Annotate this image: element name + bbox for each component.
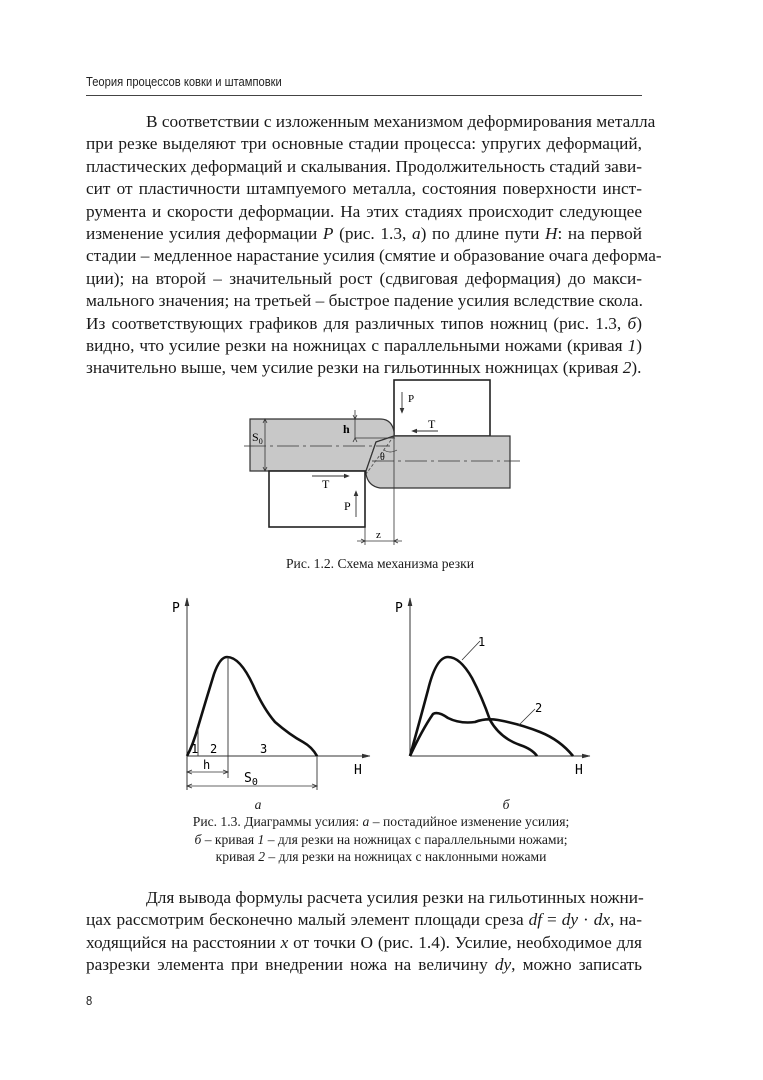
h-dimension-label: h [203,758,211,772]
force-p-bottom-label: P [344,499,351,513]
s0-dimension-label: $S_0$ [244,771,258,788]
text-line [86,223,642,245]
figure-ref-letter: а [411,224,421,244]
symbol-H: H [545,224,558,244]
curve-1-label: 1 [478,635,486,649]
figure-1-3-caption [86,813,676,866]
text-fragment: ). [631,358,642,378]
text-fragment: (рис. 1.3, [333,224,412,244]
s0-label: $S_0$ [252,430,263,446]
symbol-dy: dy [494,955,512,975]
text-fragment: видно, что усилие резки на ножницах с параллельными ножами (кривая [86,336,628,356]
paragraph-stages [86,111,662,380]
symbol-x: x [280,932,289,952]
text-line: цах рассмотрим бесконечно малый элемент площади среза df = dy · dx, на- [86,910,642,930]
paragraph-formula-derivation [86,887,642,977]
text-fragment: ) [636,313,642,333]
panel-b-letter: б [502,797,510,812]
cutting-mechanism-diagram [230,370,530,550]
page-number: 8 [86,993,93,1008]
panel-b-label [476,796,536,814]
text-fragment: : на первой [557,224,642,244]
symbol-P: P [322,224,334,244]
curve-2-inclined-knives [410,713,573,756]
x-axis-label: H [354,763,362,778]
force-diagram-a [160,590,380,790]
symbol-dy: dy [561,910,579,930]
curve-ref: 1 [627,336,637,356]
force-curve [187,657,317,756]
text-fragment: значительно выше, чем усилие резки на гильотинных ножницах (кривая [86,358,623,378]
z-label: z [376,529,381,541]
force-t-bottom-label: T [322,477,330,491]
text-line: ции); на второй – значительный рост (сдвиговая деформация) до макси- [86,268,642,288]
force-p-top-label: P [408,393,415,405]
figure-1-2-caption: Рис. 1.2. Схема механизма резки [286,556,474,571]
text-line: В соответствии с изложенным механизмом деформирования металла [146,112,656,131]
text-line: румента и скорости деформации. На этих стадиях происходит следующее [86,201,642,221]
upper-knife [394,380,490,436]
text-fragment: ) по длине пути [420,224,546,244]
symbol-dx: dx [593,910,611,930]
x-axis-label: H [575,763,583,778]
header-rule [86,95,642,96]
text-line: разрезки элемента при внедрении ножа на величину dy, можно записать [86,955,642,975]
text-line: при резке выделяют три основные стадии процесса: упругих деформаций, [86,134,642,154]
h-label: h [343,422,350,436]
caption-line: б – кривая 1 – для резки на ножницах с параллельными ножами; [194,831,568,847]
text-line [86,335,642,357]
running-header: Теория процессов ковки и штамповки [86,74,282,89]
panel-a-label [228,796,288,814]
text-fragment: изменение усилия деформации [86,224,323,244]
text-line: Для вывода формулы расчета усилия резки на гильотинных ножни- [146,888,644,907]
text-line: ходящийся на расстоянии x от точки О (рис. 1.4). Усилие, необходимое для [86,932,642,952]
theta-label: θ [380,452,385,463]
right-strip [366,436,510,488]
curve-ref: 2 [622,358,632,378]
force-t-top-label: T [428,417,436,431]
force-diagram-b [380,590,600,790]
curve-1-parallel-knives [410,657,537,756]
y-axis-label: P [172,601,180,616]
text-fragment: Из соответствующих графиков для различных типов ножниц (рис. 1.3, [86,313,628,333]
panel-a-letter: а [254,797,262,812]
caption-line: кривая 2 – для резки на ножницах с наклонными ножами [215,849,547,864]
text-line: пластических деформаций и скалывания. Продолжительность стадий зави- [86,156,642,176]
text-line: мального значения; на третьей – быстрое падение усилия вследствие скола. [86,291,643,311]
curve-2-label: 2 [535,701,543,715]
stage-3-label: 3 [260,742,268,756]
text-line [86,313,642,335]
text-fragment: ) [636,336,642,356]
y-axis-label: P [395,601,403,616]
stage-2-label: 2 [210,742,218,756]
text-line: сит от пластичности штампуемого металла, состояния поверхности инст- [86,179,642,199]
stage-1-label: 1 [191,742,199,756]
symbol-df: df [528,910,543,930]
text-line: стадии – медленное нарастание усилия (смятие и образование очага деформа- [86,246,662,266]
figure-ref-letter: б [627,313,637,333]
caption-line: Рис. 1.3. Диаграммы усилия: а – постадийное изменение усилия; [192,814,570,829]
